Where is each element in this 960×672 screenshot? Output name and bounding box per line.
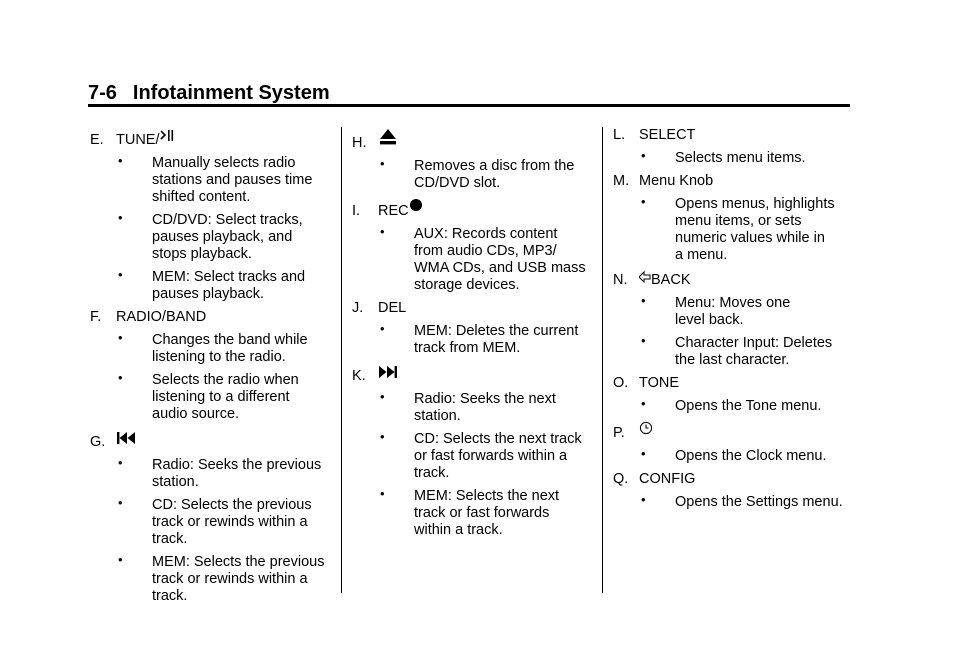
bullet-icon: • (641, 396, 646, 411)
bullet-item (352, 323, 592, 357)
header-rule (88, 104, 850, 107)
bullet-text: CD: Selects the next track or fast forwards within a track. (414, 431, 582, 481)
entry-label: TONE (639, 375, 680, 391)
control-entry-title (613, 173, 853, 190)
control-entry (352, 127, 592, 192)
bullet-icon: • (380, 429, 385, 444)
entry-label: DEL (378, 300, 407, 316)
control-entry-title (613, 421, 853, 442)
bullet-icon: • (118, 330, 123, 345)
bullet-icon: • (380, 389, 385, 404)
entry-key: N. (613, 272, 628, 288)
bullet-item (352, 431, 592, 482)
bullet-item (613, 398, 853, 415)
entry-key: K. (352, 368, 366, 384)
control-entry-title (90, 127, 330, 149)
bullet-item (90, 457, 330, 491)
bullet-icon: • (641, 194, 646, 209)
entry-label: SELECT (639, 127, 696, 143)
bullet-text: CD: Selects the previous track or rewinds within a track. (152, 497, 312, 547)
entry-label: REC (378, 203, 409, 219)
bullet-icon: • (118, 267, 123, 282)
bullet-icon: • (118, 552, 123, 567)
bullet-text: Radio: Seeks the next station. (414, 391, 556, 424)
bullet-icon: • (118, 153, 123, 168)
column-2 (352, 127, 592, 545)
control-entry (352, 300, 592, 357)
control-entry (613, 471, 853, 511)
control-entry-title (352, 300, 592, 317)
clock-icon (639, 421, 653, 442)
column-divider-1 (341, 127, 342, 593)
column-divider-2 (602, 127, 603, 593)
bullet-list (352, 323, 592, 357)
bullet-item (352, 226, 592, 294)
bullet-text: CD/DVD: Select tracks, pauses playback, and stops playback. (152, 212, 303, 262)
bullet-icon: • (118, 495, 123, 510)
seek-back-icon (116, 429, 136, 451)
bullet-item (613, 335, 853, 369)
control-entry-title (613, 127, 853, 144)
back-arrow-icon (639, 270, 651, 289)
control-entry (613, 421, 853, 465)
bullet-item (613, 448, 853, 465)
page-header (88, 82, 850, 104)
bullet-icon: • (641, 293, 646, 308)
bullet-item (613, 494, 853, 511)
bullet-text: Selects the radio when listening to a different audio source. (152, 372, 299, 422)
control-entry-title (90, 429, 330, 451)
bullet-text: MEM: Selects the previous track or rewinds within a track. (152, 554, 325, 604)
tune-play-pause-icon (160, 127, 174, 149)
entry-key: J. (352, 300, 364, 316)
bullet-text: MEM: Deletes the current track from MEM. (414, 323, 579, 356)
page-title: Infotainment System (132, 82, 330, 104)
control-entry-title (613, 270, 853, 289)
entry-key: F. (90, 309, 102, 325)
bullet-item (90, 212, 330, 263)
entry-label: CONFIG (639, 471, 696, 487)
bullet-item (613, 196, 853, 264)
entry-label: TUNE/ (116, 132, 160, 148)
bullet-item (90, 269, 330, 303)
bullet-list (613, 150, 853, 167)
bullet-icon: • (641, 492, 646, 507)
bullet-list (613, 494, 853, 511)
bullet-list (90, 332, 330, 423)
bullet-text: MEM: Selects the next track or fast forwards within a track. (414, 488, 560, 538)
bullet-item (613, 150, 853, 167)
bullet-list (613, 295, 853, 369)
entry-key: E. (90, 132, 104, 148)
control-entry (90, 127, 330, 303)
bullet-icon: • (380, 321, 385, 336)
control-entry-title (613, 471, 853, 488)
record-icon (409, 198, 423, 220)
bullet-icon: • (380, 224, 385, 239)
eject-icon (378, 127, 398, 152)
column-3 (613, 127, 853, 517)
entry-key: I. (352, 203, 361, 219)
bullet-list (90, 155, 330, 303)
control-entry (352, 198, 592, 294)
bullet-icon: • (641, 333, 646, 348)
bullet-text: Selects menu items. (675, 150, 806, 166)
bullet-item (352, 158, 592, 192)
bullet-text: Opens menus, highlights menu items, or sets numeric values while in a menu. (675, 196, 835, 263)
control-entry (613, 173, 853, 264)
control-entry (613, 270, 853, 369)
bullet-item (90, 332, 330, 366)
entry-key: M. (613, 173, 630, 189)
bullet-item (90, 372, 330, 423)
bullet-icon: • (641, 446, 646, 461)
control-entry (613, 127, 853, 167)
bullet-text: Opens the Clock menu. (675, 448, 827, 464)
entry-label: RADIO/BAND (116, 309, 207, 325)
bullet-item (90, 155, 330, 206)
column-1 (90, 127, 330, 611)
bullet-list (352, 226, 592, 294)
bullet-list (613, 448, 853, 465)
bullet-list (352, 158, 592, 192)
entry-key: L. (613, 127, 626, 143)
control-entry-title (90, 309, 330, 326)
entry-key: H. (352, 135, 367, 151)
bullet-item (613, 295, 853, 329)
bullet-list (90, 457, 330, 605)
bullet-icon: • (641, 148, 646, 163)
bullet-item (90, 554, 330, 605)
control-entry (90, 309, 330, 423)
bullet-item (352, 391, 592, 425)
bullet-text: Opens the Tone menu. (675, 398, 822, 414)
control-entry-title (352, 363, 592, 385)
bullet-text: Character Input: Deletes the last character. (675, 335, 833, 368)
bullet-icon: • (118, 210, 123, 225)
bullet-text: Changes the band while listening to the radio. (152, 332, 308, 365)
bullet-text: AUX: Records content from audio CDs, MP3/ WMA CDs, and USB mass storage devices. (414, 226, 586, 293)
control-entry (352, 363, 592, 539)
bullet-list (613, 398, 853, 415)
bullet-icon: • (380, 156, 385, 171)
bullet-text: Radio: Seeks the previous station. (152, 457, 322, 490)
bullet-icon: • (118, 370, 123, 385)
entry-key: G. (90, 434, 106, 450)
bullet-list (352, 391, 592, 539)
bullet-icon: • (118, 455, 123, 470)
bullet-text: Manually selects radio stations and pauses time shifted content. (152, 155, 313, 205)
bullet-item (90, 497, 330, 548)
bullet-text: Menu: Moves one level back. (675, 295, 791, 328)
entry-key: Q. (613, 471, 629, 487)
bullet-icon: • (380, 486, 385, 501)
control-entry-title (352, 198, 592, 220)
entry-key: O. (613, 375, 629, 391)
bullet-text: Opens the Settings menu. (675, 494, 843, 510)
bullet-list (613, 196, 853, 264)
entry-label: Menu Knob (639, 173, 714, 189)
bullet-item (352, 488, 592, 539)
bullet-text: Removes a disc from the CD/DVD slot. (414, 158, 575, 191)
page-number: 7-6 (88, 82, 117, 104)
control-entry (613, 375, 853, 415)
control-entry-title (352, 127, 592, 152)
control-entry (90, 429, 330, 605)
entry-key: P. (613, 425, 625, 441)
bullet-text: MEM: Select tracks and pauses playback. (152, 269, 306, 302)
control-entry-title (613, 375, 853, 392)
entry-label: BACK (651, 272, 691, 288)
seek-forward-icon (378, 363, 398, 385)
